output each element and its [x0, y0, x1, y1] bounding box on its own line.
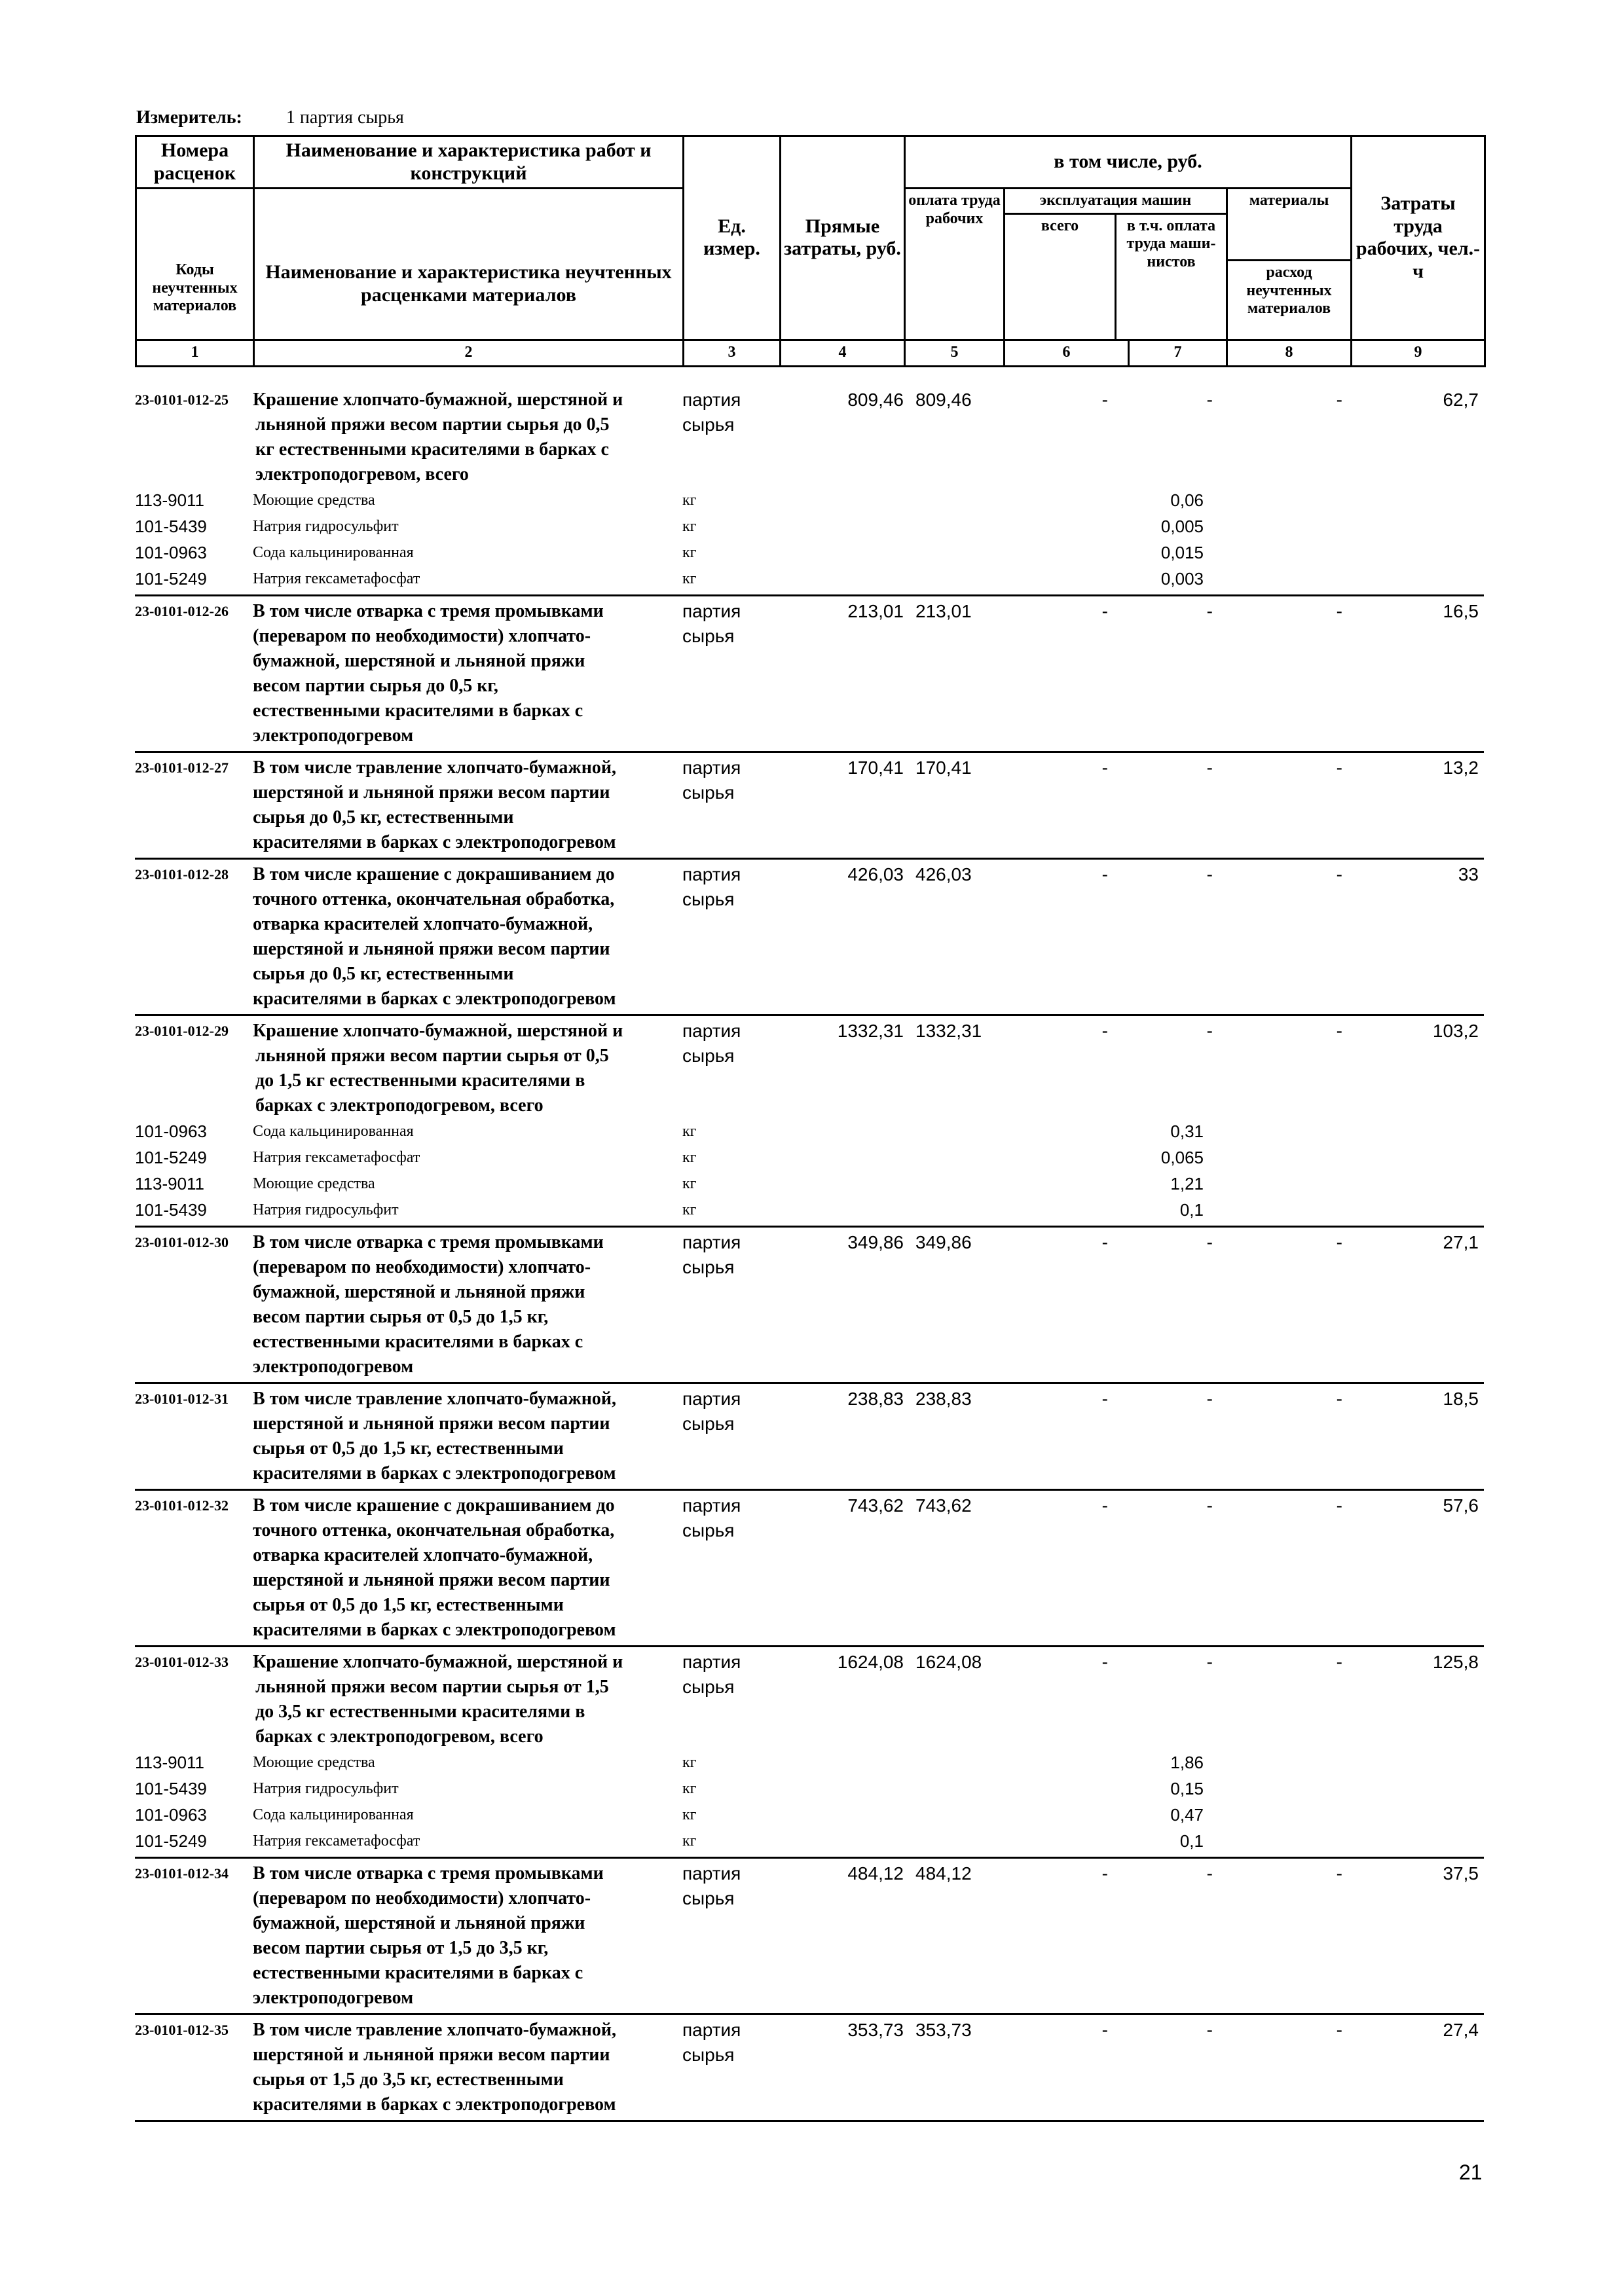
- description-line: шерстяной и льняной пряжи весом партии: [253, 2045, 610, 2065]
- direct-costs: 353,73: [847, 2020, 904, 2040]
- labor-pay: 349,86: [915, 1232, 972, 1252]
- description-line: В том числе отварка с тремя промывками: [253, 601, 604, 621]
- machine-labor: -: [1206, 864, 1213, 884]
- rate-unit: [682, 599, 779, 748]
- machine-labor: -: [1206, 390, 1213, 410]
- machine-labor: -: [1206, 1652, 1213, 1672]
- table-row: [135, 862, 1484, 1016]
- header-labor-cost: Затраты труда рабочих, чел.-ч: [1352, 136, 1485, 340]
- description-line: (переваром по необходимости) хлопчато-: [253, 1888, 591, 1908]
- unit-line: партия: [682, 601, 741, 621]
- direct-costs: 1332,31: [837, 1021, 904, 1041]
- rate-code: 23-0101-012-32: [135, 1497, 229, 1514]
- description-line: льняной пряжи весом партии сырья от 0,5: [255, 1046, 609, 1066]
- description-line: красителями в барках с электроподогревом: [253, 832, 616, 852]
- labor-hours: 18,5: [1443, 1389, 1479, 1409]
- description-line: В том числе крашение с докрашиванием до: [253, 1495, 615, 1516]
- header-rate-numbers: Номера расценок: [136, 136, 254, 189]
- labor-pay: 809,46: [915, 390, 972, 410]
- labor-pay: 426,03: [915, 864, 972, 884]
- material-unit: кг: [682, 517, 697, 535]
- table-row: [135, 1387, 1484, 1491]
- direct-costs: 170,41: [847, 757, 904, 778]
- material-quantity: 1,21: [1170, 1173, 1204, 1194]
- description-line: электроподогревом: [253, 725, 414, 746]
- material-row: [135, 513, 1484, 539]
- material-quantity: 0,003: [1160, 568, 1204, 589]
- description-line: В том числе травление хлопчато-бумажной,: [253, 1389, 616, 1409]
- rate-code: 23-0101-012-33: [135, 1654, 229, 1670]
- table-body: [135, 388, 1484, 2124]
- unit-line: партия: [682, 2020, 741, 2040]
- labor-hours: 62,7: [1443, 390, 1479, 410]
- table-row: [135, 1650, 1484, 1859]
- direct-costs: 809,46: [847, 390, 904, 410]
- description-line: электроподогревом: [253, 1988, 414, 2008]
- description-line: Крашение хлопчато-бумажной, шерстяной и: [253, 1021, 623, 1041]
- unit-line: партия: [682, 1652, 741, 1672]
- description-line: шерстяной и льняной пряжи весом партии: [253, 939, 610, 959]
- header-num-2: 2: [254, 340, 684, 366]
- machine-total: -: [1101, 601, 1108, 621]
- material-unit: кг: [682, 1753, 697, 1771]
- material-code: 113-9011: [135, 1173, 205, 1194]
- material-name: Моющие средства: [253, 1753, 375, 1771]
- rate-unit: [682, 1493, 779, 1643]
- table-row: [135, 1861, 1484, 2015]
- header-num-7: 7: [1129, 340, 1227, 366]
- material-quantity: 0,06: [1170, 490, 1204, 510]
- labor-pay: 170,41: [915, 757, 972, 778]
- unit-line: сырья: [682, 1520, 735, 1540]
- direct-costs: 484,12: [847, 1863, 904, 1884]
- material-quantity: 0,31: [1170, 1121, 1204, 1141]
- direct-costs: 743,62: [847, 1495, 904, 1516]
- labor-pay: 213,01: [915, 601, 972, 621]
- rate-unit: [682, 388, 779, 487]
- material-unit: кг: [682, 1148, 697, 1166]
- description-line: льняной пряжи весом партии сырья до 0,5: [255, 414, 610, 435]
- material-row: [135, 539, 1484, 566]
- material-unit: кг: [682, 1175, 697, 1192]
- machine-labor: -: [1206, 1389, 1213, 1409]
- labor-hours: 37,5: [1443, 1863, 1479, 1884]
- description-line: естественными красителями в барках с: [253, 701, 583, 721]
- labor-pay: 238,83: [915, 1389, 972, 1409]
- header-materials-group: [1227, 189, 1352, 340]
- rate-unit: [682, 756, 779, 855]
- material-quantity: 0,065: [1160, 1147, 1204, 1167]
- table-row: [135, 2018, 1484, 2122]
- unit-line: сырья: [682, 782, 735, 803]
- rate-unit: [682, 2018, 779, 2117]
- machine-labor: -: [1206, 1863, 1213, 1884]
- material-code: 101-5439: [135, 1199, 207, 1220]
- rate-unit: [682, 1019, 779, 1118]
- description-line: весом партии сырья до 0,5 кг,: [253, 676, 498, 696]
- material-name: Моющие средства: [253, 1175, 375, 1192]
- header-machine-total: всего: [1005, 215, 1116, 339]
- rate-description: [253, 1861, 682, 2011]
- labor-hours: 13,2: [1443, 757, 1479, 778]
- description-line: барках с электроподогревом, всего: [255, 1095, 544, 1116]
- labor-hours: 125,8: [1432, 1652, 1479, 1672]
- table-row: [135, 599, 1484, 753]
- direct-costs: 238,83: [847, 1389, 904, 1409]
- materials: -: [1336, 1652, 1342, 1672]
- description-line: сырья от 1,5 до 3,5 кг, естественными: [253, 2069, 564, 2090]
- rate-unit: [682, 1861, 779, 2011]
- materials: -: [1336, 864, 1342, 884]
- rate-code: 23-0101-012-34: [135, 1865, 229, 1882]
- material-code: 101-5249: [135, 568, 207, 589]
- material-quantity: 0,005: [1160, 516, 1204, 536]
- rate-description: [253, 1387, 682, 1486]
- machine-total: -: [1101, 2020, 1108, 2040]
- machine-total: -: [1101, 1021, 1108, 1041]
- material-row: [135, 1749, 1484, 1776]
- description-line: Крашение хлопчато-бумажной, шерстяной и: [253, 1652, 623, 1672]
- header-machine: эксплуатация машин: [1005, 189, 1226, 215]
- description-line: сырья до 0,5 кг, естественными: [253, 964, 514, 984]
- table-row: [135, 1019, 1484, 1228]
- rate-unit: [682, 1387, 779, 1486]
- description-line: весом партии сырья от 1,5 до 3,5 кг,: [253, 1938, 549, 1958]
- material-unit: кг: [682, 1201, 697, 1218]
- material-unit: кг: [682, 543, 697, 561]
- rate-description: [253, 1650, 682, 1749]
- unit-line: сырья: [682, 1046, 735, 1066]
- material-code: 113-9011: [135, 1752, 205, 1772]
- machine-total: -: [1101, 1863, 1108, 1884]
- description-line: бумажной, шерстяной и льняной пряжи: [253, 1282, 585, 1302]
- materials: -: [1336, 1021, 1342, 1041]
- rate-description: [253, 599, 682, 748]
- material-code: 113-9011: [135, 490, 205, 510]
- labor-hours: 27,4: [1443, 2020, 1479, 2040]
- machine-labor: -: [1206, 757, 1213, 778]
- description-line: электроподогревом: [253, 1357, 414, 1377]
- rate-code: 23-0101-012-25: [135, 392, 229, 408]
- description-line: В том числе травление хлопчато-бумажной,: [253, 2020, 616, 2040]
- machine-total: -: [1101, 1495, 1108, 1516]
- direct-costs: 349,86: [847, 1232, 904, 1252]
- material-name: Натрия гидросульфит: [253, 1201, 399, 1218]
- material-quantity: 0,015: [1160, 542, 1204, 562]
- rate-description: [253, 2018, 682, 2117]
- materials: -: [1336, 1389, 1342, 1409]
- material-name: Натрия гидросульфит: [253, 1779, 399, 1797]
- material-row: [135, 487, 1484, 513]
- materials: -: [1336, 2020, 1342, 2040]
- material-name: Натрия гидросульфит: [253, 517, 399, 535]
- material-code: 101-0963: [135, 1121, 207, 1141]
- material-name: Сода кальцинированная: [253, 543, 414, 561]
- unit-line: сырья: [682, 626, 735, 646]
- header-labor-pay-text: оплата труда рабочих: [908, 192, 1001, 227]
- description-line: красителями в барках с электроподогревом: [253, 989, 616, 1009]
- machine-total: -: [1101, 757, 1108, 778]
- labor-pay: 1332,31: [915, 1021, 982, 1041]
- material-row: [135, 1802, 1484, 1828]
- direct-costs: 1624,08: [837, 1652, 904, 1672]
- unit-line: партия: [682, 1232, 741, 1252]
- description-line: до 3,5 кг естественными красителями в: [255, 1702, 585, 1722]
- unit-line: партия: [682, 1495, 741, 1516]
- material-quantity: 1,86: [1170, 1752, 1204, 1772]
- material-quantity: 0,15: [1170, 1778, 1204, 1798]
- material-name: Натрия гексаметафосфат: [253, 570, 420, 587]
- description-line: В том числе травление хлопчато-бумажной,: [253, 757, 616, 778]
- machine-total: -: [1101, 390, 1108, 410]
- unit-line: сырья: [682, 414, 735, 435]
- unit-line: партия: [682, 1863, 741, 1884]
- table-row: [135, 1493, 1484, 1647]
- unit-line: сырья: [682, 1677, 735, 1697]
- machine-labor: -: [1206, 2020, 1213, 2040]
- table-header: [135, 135, 1486, 367]
- rate-code: 23-0101-012-27: [135, 759, 229, 776]
- description-line: шерстяной и льняной пряжи весом партии: [253, 1570, 610, 1590]
- unit-line: сырья: [682, 1257, 735, 1277]
- description-line: сырья от 0,5 до 1,5 кг, естественными: [253, 1438, 564, 1459]
- description-line: бумажной, шерстяной и льняной пряжи: [253, 651, 585, 671]
- description-line: кг естественными красителями в барках с: [255, 439, 609, 460]
- material-code: 101-5439: [135, 516, 207, 536]
- material-unit: кг: [682, 1832, 697, 1850]
- header-including: в том числе, руб.: [905, 136, 1352, 189]
- direct-costs: 213,01: [847, 601, 904, 621]
- unit-line: партия: [682, 864, 741, 884]
- unit-line: сырья: [682, 1888, 735, 1908]
- material-quantity: 0,1: [1179, 1199, 1204, 1220]
- description-line: (переваром по необходимости) хлопчато-: [253, 1257, 591, 1277]
- description-line: до 1,5 кг естественными красителями в: [255, 1070, 585, 1091]
- description-line: весом партии сырья от 0,5 до 1,5 кг,: [253, 1307, 549, 1327]
- machine-total: -: [1101, 864, 1108, 884]
- table-row: [135, 756, 1484, 860]
- labor-pay: 743,62: [915, 1495, 972, 1516]
- material-unit: кг: [682, 1779, 697, 1797]
- description-line: (переваром по необходимости) хлопчато-: [253, 626, 591, 646]
- measure-line: [136, 107, 404, 128]
- material-unit: кг: [682, 491, 697, 509]
- measure-value: 1 партия сырья: [286, 107, 404, 128]
- rate-unit: [682, 862, 779, 1011]
- rate-unit: [682, 1230, 779, 1379]
- material-code: 101-5249: [135, 1831, 207, 1851]
- machine-total: -: [1101, 1232, 1108, 1252]
- materials: -: [1336, 1863, 1342, 1884]
- materials: -: [1336, 1232, 1342, 1252]
- header-num-1: 1: [136, 340, 254, 366]
- unit-line: партия: [682, 757, 741, 778]
- description-line: бумажной, шерстяной и льняной пряжи: [253, 1913, 585, 1933]
- header-num-4: 4: [781, 340, 905, 366]
- header-unaccounted-materials: Наименование и характеристика неучтенных расценками материалов: [254, 189, 684, 340]
- rate-description: [253, 388, 682, 487]
- machine-labor: -: [1206, 601, 1213, 621]
- rate-description: [253, 1019, 682, 1118]
- description-line: В том числе отварка с тремя промывками: [253, 1863, 604, 1884]
- description-line: барках с электроподогревом, всего: [255, 1726, 544, 1747]
- material-name: Моющие средства: [253, 491, 375, 509]
- header-machine-group: [1005, 189, 1227, 340]
- header-num-8: 8: [1227, 340, 1352, 366]
- unit-line: сырья: [682, 1413, 735, 1434]
- material-name: Натрия гексаметафосфат: [253, 1832, 420, 1850]
- description-line: точного оттенка, окончательная обработка,: [253, 1520, 615, 1540]
- labor-hours: 33: [1458, 864, 1479, 884]
- header-materials: материалы: [1228, 189, 1350, 261]
- description-line: точного оттенка, окончательная обработка,: [253, 889, 615, 909]
- header-unit: Ед. измер.: [684, 136, 781, 340]
- table-row: [135, 1230, 1484, 1384]
- unit-line: сырья: [682, 889, 735, 909]
- machine-total: -: [1101, 1652, 1108, 1672]
- description-line: сырья от 0,5 до 1,5 кг, естественными: [253, 1595, 564, 1615]
- header-num-3: 3: [684, 340, 781, 366]
- description-line: электроподогревом, всего: [255, 464, 469, 484]
- material-code: 101-0963: [135, 1804, 207, 1825]
- rate-description: [253, 862, 682, 1011]
- material-row: [135, 1776, 1484, 1802]
- material-code: 101-0963: [135, 542, 207, 562]
- header-material-codes: Коды неучтенных материалов: [136, 189, 254, 340]
- rate-code: 23-0101-012-26: [135, 603, 229, 619]
- header-work-name: Наименование и характеристика работ и конструкций: [254, 136, 684, 189]
- unit-line: сырья: [682, 2045, 735, 2065]
- description-line: сырья до 0,5 кг, естественными: [253, 807, 514, 828]
- materials: -: [1336, 757, 1342, 778]
- unit-line: партия: [682, 1389, 741, 1409]
- rate-code: 23-0101-012-31: [135, 1391, 229, 1407]
- rate-code: 23-0101-012-35: [135, 2022, 229, 2038]
- description-line: отварка красителей хлопчато-бумажной,: [253, 914, 593, 934]
- rate-code: 23-0101-012-30: [135, 1234, 229, 1250]
- material-name: Сода кальцинированная: [253, 1122, 414, 1140]
- description-line: Крашение хлопчато-бумажной, шерстяной и: [253, 390, 623, 410]
- rate-description: [253, 1230, 682, 1379]
- machine-labor: -: [1206, 1021, 1213, 1041]
- header-direct-costs: Прямые затраты, руб.: [781, 136, 905, 340]
- materials: -: [1336, 390, 1342, 410]
- material-row: [135, 566, 1484, 592]
- labor-hours: 103,2: [1432, 1021, 1479, 1041]
- measure-label: Измеритель:: [136, 107, 242, 128]
- rate-code: 23-0101-012-28: [135, 866, 229, 883]
- material-quantity: 0,1: [1179, 1831, 1204, 1851]
- material-name: Натрия гексаметафосфат: [253, 1148, 420, 1166]
- header-machine-labor: в т.ч. оплата труда маши-нистов: [1126, 217, 1216, 270]
- material-quantity: 0,47: [1170, 1804, 1204, 1825]
- description-line: естественными красителями в барках с: [253, 1332, 583, 1352]
- material-name: Сода кальцинированная: [253, 1806, 414, 1823]
- header-labor-pay: [905, 189, 1005, 340]
- description-line: шерстяной и льняной пряжи весом партии: [253, 1413, 610, 1434]
- description-line: В том числе отварка с тремя промывками: [253, 1232, 604, 1252]
- header-materials-unaccounted: расход неучтенных материалов: [1246, 264, 1332, 318]
- rate-code: 23-0101-012-29: [135, 1023, 229, 1039]
- labor-hours: 57,6: [1443, 1495, 1479, 1516]
- material-row: [135, 1197, 1484, 1223]
- labor-pay: 353,73: [915, 2020, 972, 2040]
- material-unit: кг: [682, 1122, 697, 1140]
- material-row: [135, 1144, 1484, 1171]
- material-code: 101-5439: [135, 1778, 207, 1798]
- description-line: отварка красителей хлопчато-бумажной,: [253, 1545, 593, 1565]
- labor-hours: 27,1: [1443, 1232, 1479, 1252]
- header-num-6: 6: [1005, 340, 1129, 366]
- unit-line: партия: [682, 390, 741, 410]
- description-line: льняной пряжи весом партии сырья от 1,5: [255, 1677, 609, 1697]
- machine-total: -: [1101, 1389, 1108, 1409]
- materials: -: [1336, 1495, 1342, 1516]
- rate-description: [253, 1493, 682, 1643]
- material-code: 101-5249: [135, 1147, 207, 1167]
- rate-description: [253, 756, 682, 855]
- description-line: шерстяной и льняной пряжи весом партии: [253, 782, 610, 803]
- description-line: красителями в барках с электроподогревом: [253, 1620, 616, 1640]
- material-row: [135, 1171, 1484, 1197]
- machine-labor: -: [1206, 1232, 1213, 1252]
- labor-pay: 484,12: [915, 1863, 972, 1884]
- direct-costs: 426,03: [847, 864, 904, 884]
- labor-hours: 16,5: [1443, 601, 1479, 621]
- rate-unit: [682, 1650, 779, 1749]
- material-unit: кг: [682, 570, 697, 587]
- materials: -: [1336, 601, 1342, 621]
- material-row: [135, 1828, 1484, 1854]
- header-num-9: 9: [1352, 340, 1485, 366]
- description-line: красителями в барках с электроподогревом: [253, 1463, 616, 1484]
- description-line: естественными красителями в барках с: [253, 1963, 583, 1983]
- header-num-5: 5: [905, 340, 1005, 366]
- description-line: В том числе крашение с докрашиванием до: [253, 864, 615, 884]
- table-row: [135, 388, 1484, 596]
- description-line: красителями в барках с электроподогревом: [253, 2094, 616, 2115]
- page-number: 21: [1459, 2160, 1483, 2184]
- material-row: [135, 1118, 1484, 1144]
- material-unit: кг: [682, 1806, 697, 1823]
- unit-line: партия: [682, 1021, 741, 1041]
- labor-pay: 1624,08: [915, 1652, 982, 1672]
- machine-labor: -: [1206, 1495, 1213, 1516]
